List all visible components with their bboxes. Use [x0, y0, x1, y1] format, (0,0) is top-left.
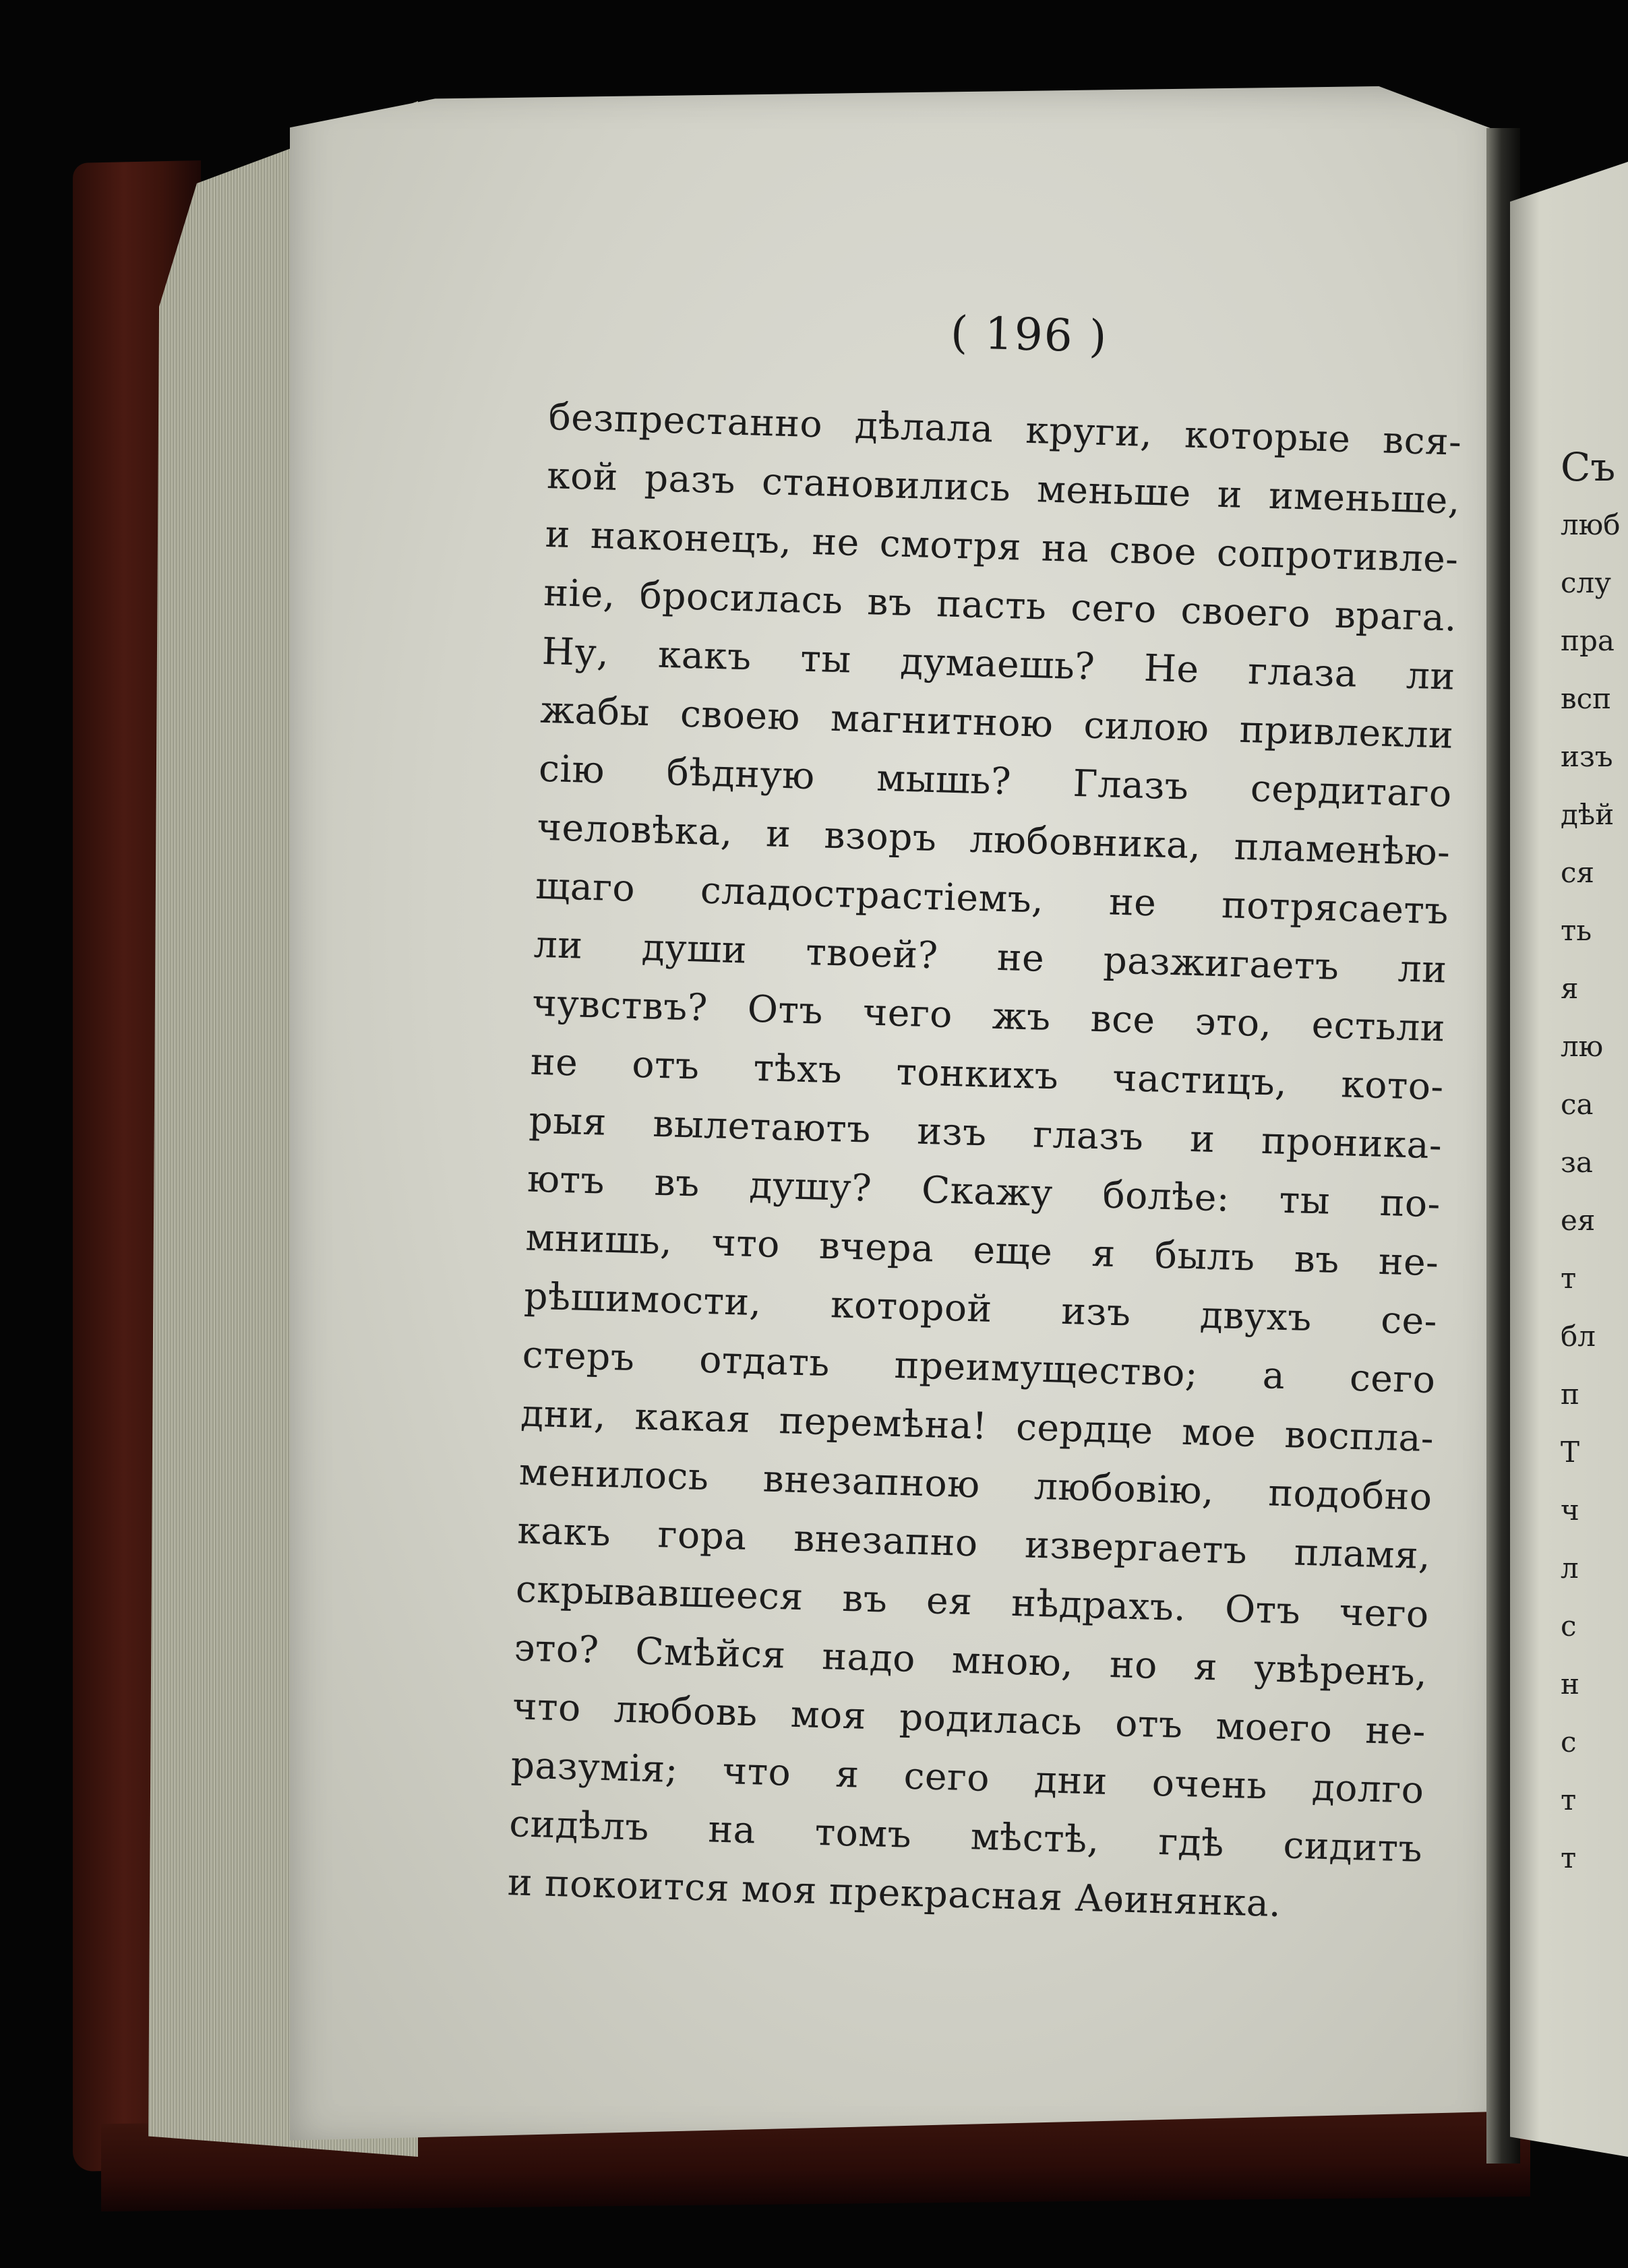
text-line: безпрестанно дѣлала круги, которые вся-	[547, 394, 1463, 464]
text-line: стеръ отдать преимущество; а сего	[522, 1332, 1437, 1402]
text-line: чувствъ? Отъ чего жъ все это, естьли	[531, 981, 1446, 1050]
facing-page-text	[1561, 438, 1628, 1887]
facing-page-fragment: ть	[1561, 914, 1592, 947]
facing-page-fragment: дѣй	[1561, 798, 1615, 831]
text-line: и покоится моя прекрасная Аѳинянка.	[507, 1860, 1282, 1926]
text-line: это? Смѣйся надо мною, но я увѣренъ,	[513, 1626, 1428, 1695]
facing-page-fragment: са	[1561, 1088, 1594, 1121]
facing-page-fragment: т	[1561, 1841, 1577, 1874]
facing-page-fragment: п	[1561, 1378, 1579, 1411]
text-line: кой разъ становились меньше и именьше,	[546, 453, 1461, 522]
facing-page-fragment: ея	[1561, 1204, 1596, 1237]
text-line: менилось внезапною любовію, подобно	[518, 1450, 1433, 1519]
facing-page-fragment: л	[1561, 1552, 1579, 1585]
facing-page-fragment: всп	[1561, 682, 1612, 715]
page-text	[507, 388, 1463, 1937]
text-line: какъ гора внезапно извергаетъ пламя,	[516, 1508, 1432, 1578]
facing-page-fragment: за	[1561, 1146, 1593, 1179]
text-line: разумія; что я сего дни очень долго	[510, 1743, 1425, 1812]
text-line: ли души твоей? не разжигаетъ ли	[533, 922, 1448, 991]
facing-page-fragment: ся	[1561, 856, 1595, 889]
text-line: жабы своею магнитною силою привлекли	[539, 687, 1455, 757]
facing-page-fragment: н	[1561, 1667, 1579, 1700]
text-line: человѣка, и взоръ любовника, пламенѣю-	[536, 805, 1451, 874]
text-line: сію бѣдную мышь? Глазъ сердитаго	[538, 746, 1453, 816]
text-line: ніе, бросилась въ пасть сего своего врага.	[543, 570, 1457, 640]
text-line: скрывавшееся въ ея нѣдрахъ. Отъ чего	[515, 1567, 1430, 1636]
facing-page-fragment: Съ	[1561, 444, 1616, 490]
facing-page-fragment: слу	[1561, 566, 1611, 599]
facing-page-fragment: бл	[1561, 1320, 1596, 1353]
text-line: мнишь, что вчера еще я былъ въ не-	[524, 1215, 1440, 1285]
facing-page-fragment: с	[1561, 1725, 1577, 1758]
text-line: щаго сладострастіемъ, не потрясаетъ	[535, 863, 1449, 933]
text-line: рыя вылетаютъ изъ глазъ и проника-	[528, 1098, 1443, 1167]
facing-page-fragment: лю	[1561, 1030, 1604, 1063]
facing-page-fragment: изъ	[1561, 740, 1613, 773]
facing-page-fragment: т	[1561, 1262, 1577, 1295]
text-line: что любовь моя родилась отъ моего не-	[512, 1684, 1426, 1754]
text-line: сидѣлъ на томъ мѣстѣ, гдѣ сидитъ	[508, 1802, 1423, 1870]
text-line: ютъ въ душу? Скажу болѣе: ты по-	[526, 1157, 1441, 1226]
facing-page-fragment: я	[1561, 972, 1579, 1005]
facing-page-fragment: с	[1561, 1610, 1577, 1643]
facing-page-fragment: т	[1561, 1783, 1577, 1816]
facing-page-fragment: ч	[1561, 1494, 1579, 1527]
page-number: ( 196 )	[949, 306, 1109, 363]
text-line: не отъ тѣхъ тонкихъ частицъ, кото-	[530, 1039, 1445, 1109]
text-line: и наконецъ, не смотря на свое сопротивле-	[545, 512, 1459, 581]
facing-page-fragment: Т	[1561, 1436, 1580, 1469]
facing-page-fragment: люб	[1561, 508, 1621, 541]
text-line: дни, какая перемѣна! сердце мое воспла-	[520, 1391, 1435, 1461]
facing-page-fragment: пра	[1561, 624, 1615, 657]
text-line: рѣшимости, которой изъ двухъ се-	[523, 1274, 1438, 1343]
text-line: Ну, какъ ты думаешь? Не глаза ли	[541, 629, 1456, 698]
